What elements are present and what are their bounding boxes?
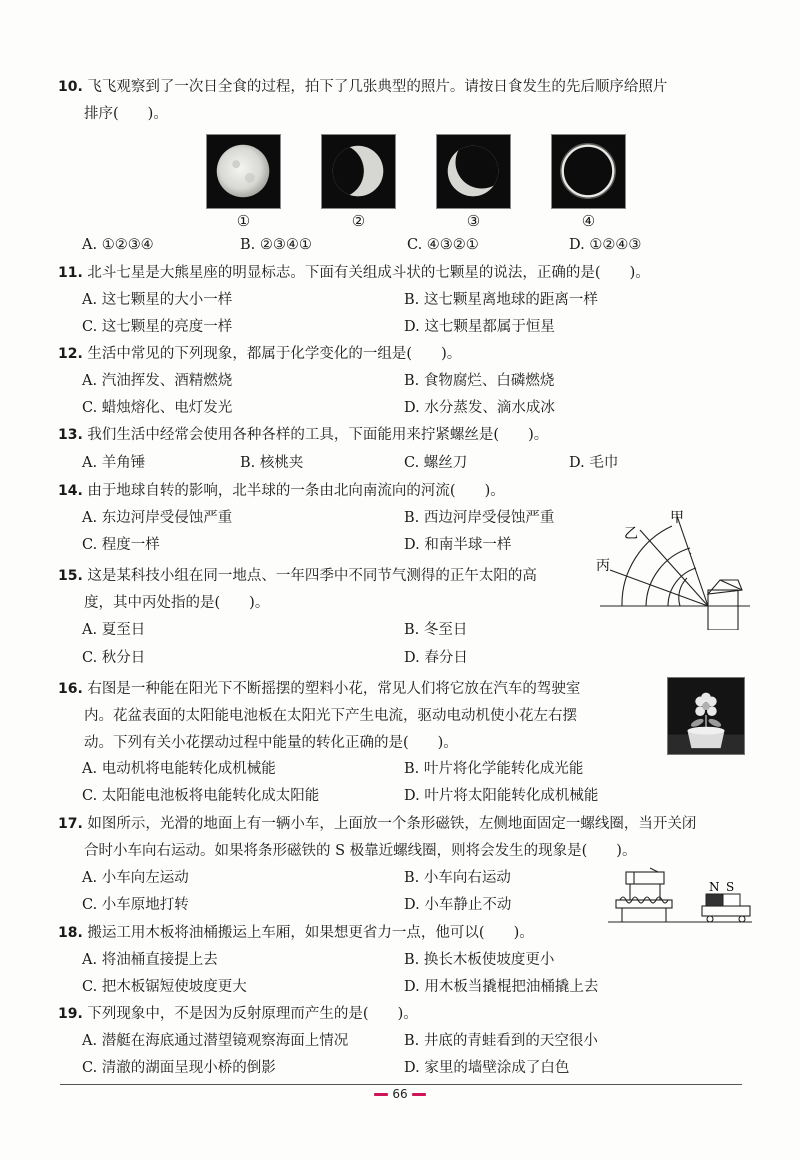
question-stem: 我们生活中经常会使用各种各样的工具，下面能用来拧紧螺丝是( )。 [87, 427, 549, 443]
option-b[interactable]: B. 换长木板使坡度更小 [404, 952, 555, 968]
option-c[interactable]: C. 秋分日 [82, 650, 146, 666]
eclipse-photo-1 [206, 134, 281, 209]
footer-divider [60, 1084, 742, 1085]
question-stem-cont: 动。下列有关小花摆动过程中能量的转化正确的是( )。 [84, 735, 458, 751]
option-a[interactable]: A. 将油桶直接提上去 [82, 952, 218, 968]
question-18 [58, 920, 758, 947]
magnet-label-s: S [726, 880, 735, 894]
option-d[interactable]: D. 春分日 [404, 650, 468, 666]
question-15 [58, 563, 758, 617]
option-a[interactable]: A. 电动机将电能转化成机械能 [82, 761, 276, 777]
option-d[interactable]: D. 小车静止不动 [404, 897, 512, 913]
option-b[interactable]: B. 核桃夹 [240, 455, 304, 471]
option-d[interactable]: D. 用木板当撬棍把油桶撬上去 [404, 979, 599, 995]
question-stem: 由于地球自转的影响，北半球的一条由北向南流向的河流( )。 [87, 483, 505, 499]
option-c[interactable]: C. 小车原地打转 [82, 897, 189, 913]
photo-label-3: ③ [466, 212, 481, 230]
photo-label-4: ④ [581, 212, 596, 230]
question-19 [58, 1001, 758, 1028]
question-number: 19. [58, 1006, 83, 1022]
option-c[interactable]: C. 太阳能电池板将电能转化成太阳能 [82, 788, 320, 804]
option-d[interactable]: D. 这七颗星都属于恒星 [404, 319, 555, 335]
question-stem: 这是某科技小组在同一地点、一年四季中不同节气测得的正午太阳的高 [87, 568, 537, 584]
option-a[interactable]: A. 汽油挥发、酒精燃烧 [82, 373, 233, 389]
option-d[interactable]: D. 家里的墙壁涂成了白色 [404, 1060, 570, 1076]
page-number [0, 1087, 800, 1101]
question-stem: 北斗七星是大熊星座的明显标志。下面有关组成斗状的七颗星的说法，正确的是( )。 [87, 265, 650, 281]
option-b[interactable]: B. 食物腐烂、白磷燃烧 [404, 373, 555, 389]
question-number: 16. [58, 681, 83, 697]
question-stem-cont: 度，其中丙处指的是( )。 [84, 595, 270, 611]
question-number: 15. [58, 568, 83, 584]
option-a[interactable]: A. 夏至日 [82, 622, 146, 638]
option-c[interactable]: C. ④③②① [407, 237, 479, 253]
question-stem: 右图是一种能在阳光下不断摇摆的塑料小花，常见人们将它放在汽车的驾驶室 [87, 681, 581, 697]
label-jia: 甲 [670, 510, 684, 526]
option-c[interactable]: C. 把木板锯短使坡度更大 [82, 979, 247, 995]
eclipse-photo-3 [436, 134, 511, 209]
question-number: 10. [58, 79, 83, 95]
option-c[interactable]: C. 程度一样 [82, 537, 160, 553]
label-yi: 乙 [624, 526, 638, 542]
option-b[interactable]: B. 小车向右运动 [404, 870, 511, 886]
question-16 [58, 676, 758, 757]
question-stem: 搬运工用木板将油桶搬运上车厢，如果想更省力一点，他可以( )。 [87, 925, 534, 941]
page-dash-left [374, 1093, 388, 1096]
option-d[interactable]: D. 毛巾 [569, 455, 619, 471]
question-13 [58, 422, 758, 449]
eclipse-photo-4 [551, 134, 626, 209]
magnet-label-n: N [709, 880, 720, 894]
option-b[interactable]: B. 叶片将化学能转化成光能 [404, 761, 584, 777]
question-number: 13. [58, 427, 83, 443]
question-number: 14. [58, 483, 83, 499]
question-stem: 生活中常见的下列现象，都属于化学变化的一组是( )。 [87, 346, 462, 362]
option-d[interactable]: D. 和南半球一样 [404, 537, 512, 553]
option-c[interactable]: C. 清澈的湖面呈现小桥的倒影 [82, 1060, 276, 1076]
question-stem-cont: 合时小车向右运动。如果将条形磁铁的 S 极靠近螺线圈，则将会发生的现象是( )。 [84, 843, 637, 859]
option-d[interactable]: D. 叶片将太阳能转化成机械能 [404, 788, 599, 804]
option-a[interactable]: A. 东边河岸受侵蚀严重 [82, 510, 233, 526]
option-d[interactable]: D. 水分蒸发、滴水成冰 [404, 400, 555, 416]
option-a[interactable]: A. 这七颗星的大小一样 [82, 292, 233, 308]
page-number-text: 66 [392, 1087, 408, 1101]
option-a[interactable]: A. 潜艇在海底通过潜望镜观察海面上情况 [82, 1033, 349, 1049]
question-10 [58, 74, 758, 128]
question-17 [58, 811, 758, 865]
option-b[interactable]: B. 西边河岸受侵蚀严重 [404, 510, 555, 526]
option-c[interactable]: C. 蜡烛熔化、电灯发光 [82, 400, 233, 416]
question-14 [58, 478, 758, 505]
question-number: 17. [58, 816, 83, 832]
option-b[interactable]: B. 冬至日 [404, 622, 468, 638]
label-bing: 丙 [596, 558, 610, 574]
photo-label-1: ① [236, 212, 251, 230]
option-b[interactable]: B. 这七颗星离地球的距离一样 [404, 292, 598, 308]
option-a[interactable]: A. ①②③④ [82, 237, 154, 253]
option-b[interactable]: B. ②③④① [240, 237, 312, 253]
question-stem-cont: 排序( )。 [84, 106, 168, 122]
option-b[interactable]: B. 井底的青蛙看到的天空很小 [404, 1033, 598, 1049]
option-d[interactable]: D. ①②④③ [569, 237, 642, 253]
option-a[interactable]: A. 小车向左运动 [82, 870, 189, 886]
photo-label-2: ② [351, 212, 366, 230]
question-stem: 如图所示，光滑的地面上有一辆小车，上面放一个条形磁铁，左侧地面固定一螺线圈，当开关闭 [87, 816, 697, 832]
question-stem: 飞飞观察到了一次日全食的过程，拍下了几张典型的照片。请按日食发生的先后顺序给照片 [87, 79, 668, 95]
question-12 [58, 341, 758, 368]
option-c[interactable]: C. 螺丝刀 [404, 455, 468, 471]
question-number: 18. [58, 925, 83, 941]
question-number: 11. [58, 265, 83, 281]
question-number: 12. [58, 346, 83, 362]
option-c[interactable]: C. 这七颗星的亮度一样 [82, 319, 233, 335]
question-stem-cont: 内。花盆表面的太阳能电池板在太阳光下产生电流，驱动电动机使小花左右摆 [84, 708, 577, 724]
question-11 [58, 260, 758, 287]
eclipse-photo-2 [321, 134, 396, 209]
option-a[interactable]: A. 羊角锤 [82, 455, 146, 471]
page-dash-right [412, 1093, 426, 1096]
question-stem: 下列现象中，不是因为反射原理而产生的是( )。 [87, 1006, 418, 1022]
